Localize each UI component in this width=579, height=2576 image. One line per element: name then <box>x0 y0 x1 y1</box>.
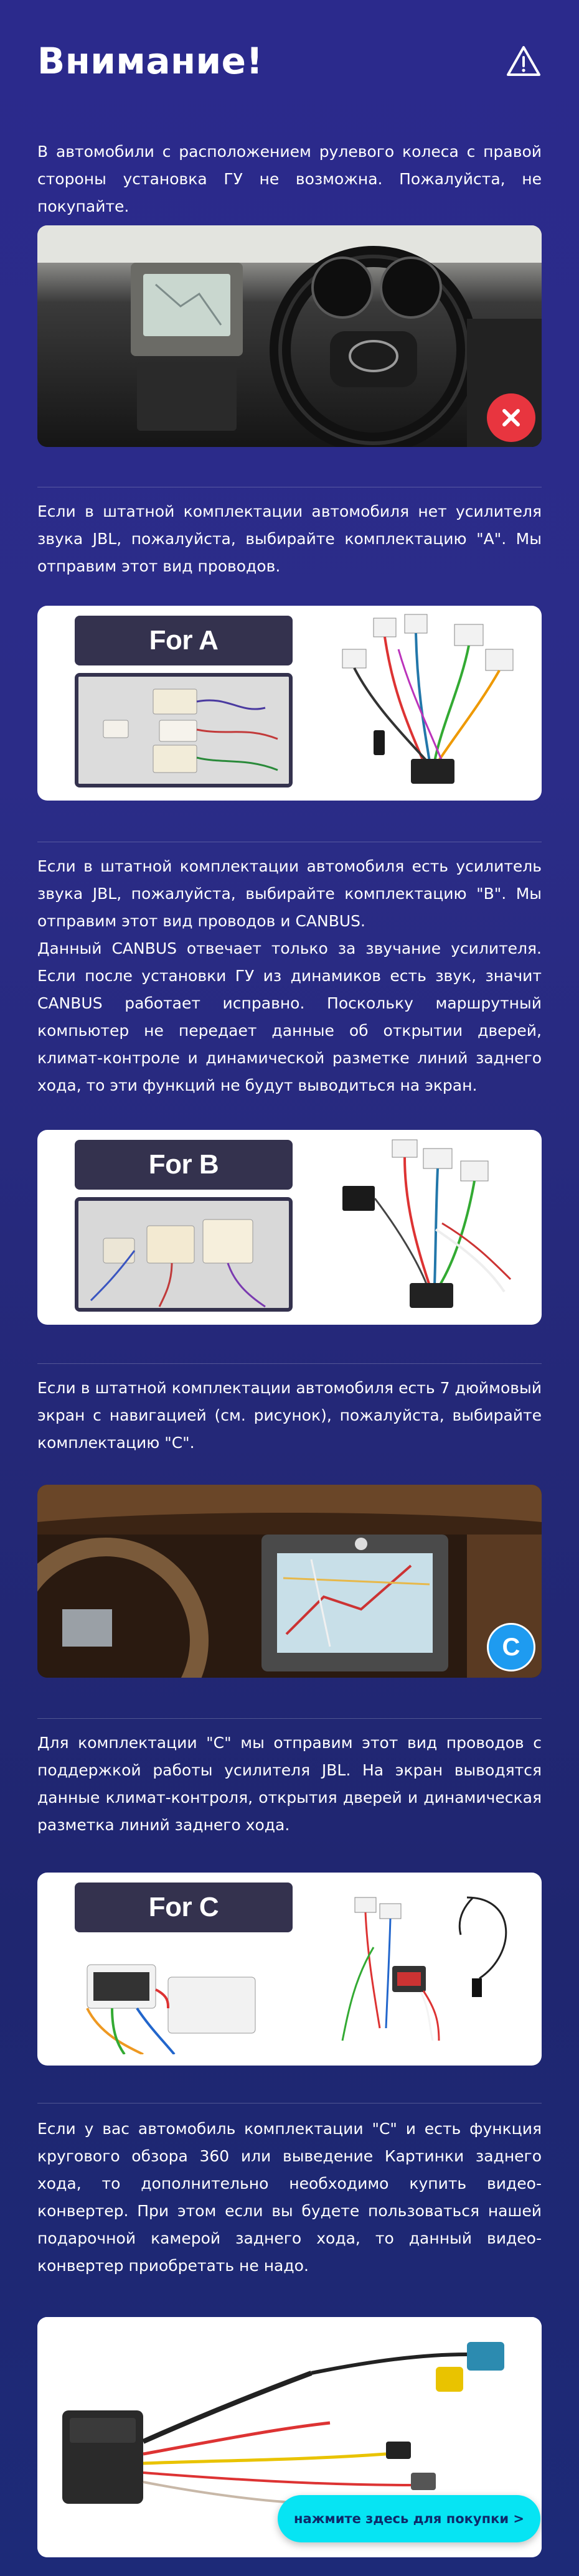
buy-converter-button[interactable]: нажмите здесь для покупки > <box>278 2495 540 2542</box>
option-b-harness-canbus-image <box>336 1136 523 1317</box>
option-a-harness-image <box>336 612 523 792</box>
rhd-warning-text: В автомобили с расположением рулевого колеса с правой стороны установка ГУ не возможна. Пожалуйста, не покупайте. <box>37 143 542 215</box>
option-c-harness-image <box>330 1885 535 2059</box>
option-b-connectors-photo <box>75 1197 293 1312</box>
canbus-note-text: Данный CANBUS отвечает только за звучание усилителя. Если после установки ГУ из динамиков есть звук, значит CANBUS работает исправно. Поскольку маршрутный компьютер не передает данные об открытии дверей, климат-контроле и динамической разметке линий заднего хода, то эти функций не будут выводиться на экран. <box>37 939 542 1094</box>
navigation-screen-illustration <box>37 1485 542 1678</box>
option-b-label: For B <box>75 1140 293 1190</box>
option-c-badge <box>487 1623 535 1671</box>
option-b-text: Если в штатной комплектации автомобиля есть усилитель звука JBL, пожалуйста, выбирайте комплектацию "B". Мы отправим этот вид проводов и CANBUS. <box>37 857 542 930</box>
section-divider <box>37 1363 542 1364</box>
warning-triangle-icon <box>506 44 542 80</box>
option-b-card <box>37 1130 542 1325</box>
option-a-connectors-photo <box>75 673 293 787</box>
video-converter-text: Если у вас автомобиль комплектации "C" и есть функция кругового обзора 360 или выведение Картинки заднего хода, то дополнительно необходимо купить видео-конвертер. При этом если вы будете пользоваться нашей подарочной камерой заднего хода, то данный видео-конвертер приобретать не надо. <box>37 2120 542 2275</box>
option-c-dashboard-photo <box>37 1485 542 1678</box>
option-a-text: Если в штатной комплектации автомобиля нет усилителя звука JBL, пожалуйста, выбирайте комплектацию "A". Мы отправим этот вид проводов. <box>37 502 542 575</box>
page-header <box>37 37 542 93</box>
section-divider <box>37 1718 542 1719</box>
reject-badge <box>487 393 535 442</box>
video-converter-card <box>37 2317 542 2557</box>
rhd-dashboard-photo <box>37 225 542 447</box>
option-a-card <box>37 606 542 801</box>
option-c-connectors-photo <box>75 1940 293 2054</box>
option-c-wires-text: Для комплектации "C" мы отправим этот вид проводов с поддержкой работы усилителя JBL. На экран выводятся данные климат-контроля, открытия дверей и динамическая разметка линий заднего хода. <box>37 1734 542 1834</box>
page-title: Внимание! <box>37 40 263 82</box>
option-c-badge-letter: C <box>502 1633 520 1661</box>
option-a-label: For A <box>75 616 293 665</box>
option-c-card <box>37 1873 542 2066</box>
option-c-label: For C <box>75 1883 293 1932</box>
section-divider <box>37 2103 542 2104</box>
option-c-screen-text: Если в штатной комплектации автомобиля есть 7 дюймовый экран с навигацией (см. рисунок), пожалуйста, выбирайте комплектацию "C". <box>37 1379 542 1452</box>
close-icon <box>499 405 524 430</box>
dashboard-photo-illustration <box>37 225 542 447</box>
